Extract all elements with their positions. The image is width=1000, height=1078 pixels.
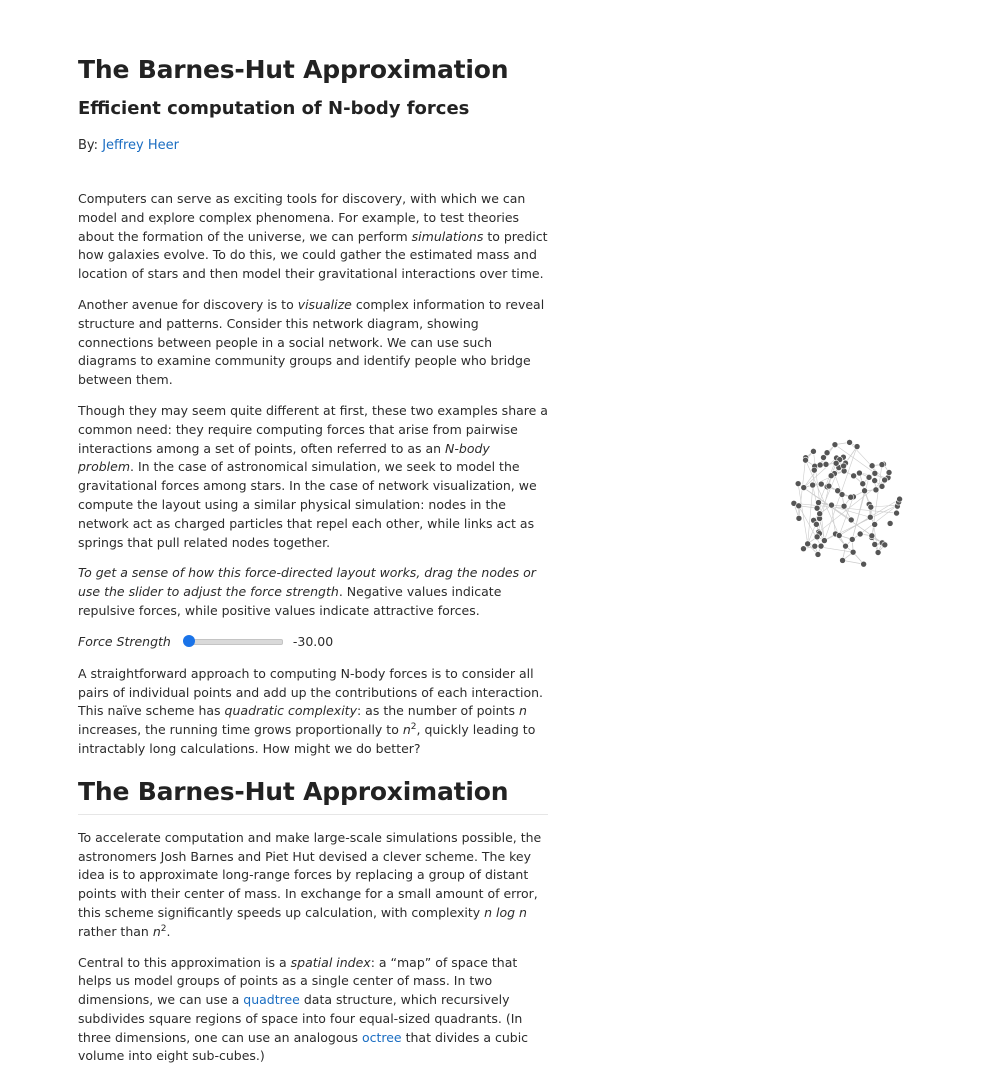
network-node[interactable] [805,541,811,547]
network-node[interactable] [868,504,874,510]
article-body [78,190,548,759]
network-node[interactable] [816,500,822,506]
text-run: increases, the running time grows proportionally to [78,722,403,737]
network-node[interactable] [840,557,846,563]
text-run: Central to this approximation is a [78,955,291,970]
network-node[interactable] [813,521,819,527]
network-node[interactable] [818,543,824,549]
network-node[interactable] [894,510,900,516]
network-node[interactable] [848,517,854,523]
paragraph-barnes-hut [78,829,548,942]
paragraph-quadratic [78,665,548,759]
network-node[interactable] [824,450,830,456]
emphasis: spatial index [291,955,371,970]
slider-thumb[interactable] [183,635,195,647]
network-node[interactable] [832,442,838,448]
emphasis: To get a sense of how this force-directed layout works, drag the nodes or use the slider to adjust the force strength [78,565,536,599]
network-node[interactable] [814,505,820,511]
quadtree-link[interactable]: quadtree [243,992,300,1007]
paragraph-n-body [78,402,548,552]
text-run: : a “map” of space that helps us model groups of points as a single center of mass. In two dimensions, we can use a [78,955,517,1008]
text-run: Though they may seem quite different at first, these two examples share a common need: they require computing forces that arise from pairwise interactions among a set of points, often referred to as an [78,403,548,456]
network-node[interactable] [818,481,824,487]
page-title: The Barnes-Hut Approximation [78,55,548,84]
network-node[interactable] [875,550,881,556]
text-run: , quickly leading to intractably long calculations. How might we do better? [78,722,535,756]
network-node[interactable] [882,477,888,483]
network-node[interactable] [841,503,847,509]
network-node[interactable] [821,538,827,544]
byline [78,137,548,155]
force-strength-slider[interactable] [185,639,283,645]
emphasis: simulations [412,229,484,244]
force-strength-label: Force Strength [78,634,171,649]
text-run: Another avenue for discovery is to [78,297,298,312]
paragraph-spatial-index [78,954,548,1067]
force-strength-control [78,633,548,651]
text-run: data structure, which recursively subdivides square regions of space into four equal-sized quadrants. (In three dimensions, one can use an analogous [78,992,522,1045]
network-node[interactable] [826,483,832,489]
paragraph-instructions [78,564,548,620]
superscript: 2 [161,924,167,934]
emphasis: quadratic complexity [225,703,357,718]
network-node[interactable] [856,470,862,476]
network-node[interactable] [803,457,809,463]
network-node[interactable] [796,515,802,521]
network-node[interactable] [854,444,860,450]
network-node[interactable] [795,481,801,487]
network-node[interactable] [882,542,888,548]
network-node[interactable] [817,462,823,468]
network-node[interactable] [857,531,863,537]
text-run: A straightforward approach to computing N-body forces is to consider all pairs of individual points and add up the contributions of each interaction. This naïve scheme has [78,666,543,719]
network-node[interactable] [848,494,854,500]
network-node[interactable] [833,460,839,466]
section-body [78,829,548,1067]
network-node[interactable] [839,492,845,498]
superscript: 2 [411,722,417,732]
octree-link[interactable]: octree [362,1030,402,1045]
text-run: . In the case of astronomical simulation, we seek to model the gravitational forces among stars. In the case of network visualization, we compute the layout using a similar physical simulation: nodes in the network act as charged particles that repel each other, while links act as springs that pull related nodes together. [78,459,537,549]
network-node[interactable] [872,478,878,484]
text-run: complex information to reveal structure and patterns. Consider this network diagram, showing connections between people in a social network. We can use such diagrams to examine community groups and identify people who bridge between them. [78,297,544,387]
network-node[interactable] [823,461,829,467]
paragraph-simulations [78,190,548,284]
force-strength-value: -30.00 [293,634,333,649]
emphasis: n [403,722,411,737]
network-node[interactable] [886,469,892,475]
network-node[interactable] [801,485,807,491]
network-node[interactable] [817,511,823,517]
network-node[interactable] [872,470,878,476]
emphasis: n [153,924,161,939]
network-node[interactable] [873,487,879,493]
text-run: rather than [78,924,153,939]
network-node[interactable] [860,481,866,487]
emphasis: visualize [298,297,352,312]
network-node[interactable] [811,467,817,473]
network-node[interactable] [872,521,878,527]
network-node[interactable] [861,561,867,567]
byline-prefix: By: [78,138,102,153]
network-node[interactable] [850,549,856,555]
text-run: : as the number of points [357,703,519,718]
network-node[interactable] [815,551,821,557]
text-run: that divides a cubic volume into eight sub-cubes.) [78,1030,528,1064]
network-node[interactable] [843,543,849,549]
text-run: to predict how galaxies evolve. To do this, we could gather the estimated mass and location of stars and then model their gravitational interactions over time. [78,229,548,282]
network-node[interactable] [847,439,853,445]
network-node[interactable] [814,534,820,540]
network-node[interactable] [810,448,816,454]
network-node[interactable] [869,463,875,469]
author-link[interactable]: Jeffrey Heer [102,138,179,153]
network-node[interactable] [841,463,847,469]
network-node[interactable] [828,473,834,479]
network-node[interactable] [851,473,857,479]
network-node[interactable] [872,541,878,547]
network-node[interactable] [879,462,885,468]
paragraph-visualize [78,296,548,390]
network-node[interactable] [897,496,903,502]
network-node[interactable] [796,503,802,509]
text-run: To accelerate computation and make large-scale simulations possible, the astronomers Josh Barnes and Piet Hut devised a clever scheme. The key idea is to approximate long-range forces by replacing a group of distant points with their center of mass. In exchange for a small amount of error, this scheme significantly speeds up calculation, with complexity [78,830,541,920]
network-diagram[interactable] [770,420,920,580]
network-node[interactable] [887,520,893,526]
network-node[interactable] [812,543,818,549]
network-node[interactable] [867,514,873,520]
network-node[interactable] [879,483,885,489]
emphasis: N-body problem [78,441,490,475]
network-node[interactable] [849,536,855,542]
page-subtitle: Efficient computation of N-body forces [78,98,548,119]
article [78,55,548,1078]
network-node[interactable] [866,474,872,480]
network-node[interactable] [862,488,868,494]
section-heading: The Barnes-Hut Approximation [78,777,548,815]
network-node[interactable] [836,533,842,539]
network-node[interactable] [829,502,835,508]
network-node[interactable] [810,482,816,488]
network-node[interactable] [800,546,806,552]
text-run: . Negative values indicate repulsive forces, while positive values indicate attractive forces. [78,584,501,618]
emphasis: n log n [484,905,527,920]
emphasis: n [519,703,527,718]
text-run: . [166,924,170,939]
text-run: Computers can serve as exciting tools for discovery, with which we can model and explore complex phenomena. For example, to test theories about the formation of the universe, we can perform [78,191,525,244]
network-node[interactable] [869,533,875,539]
